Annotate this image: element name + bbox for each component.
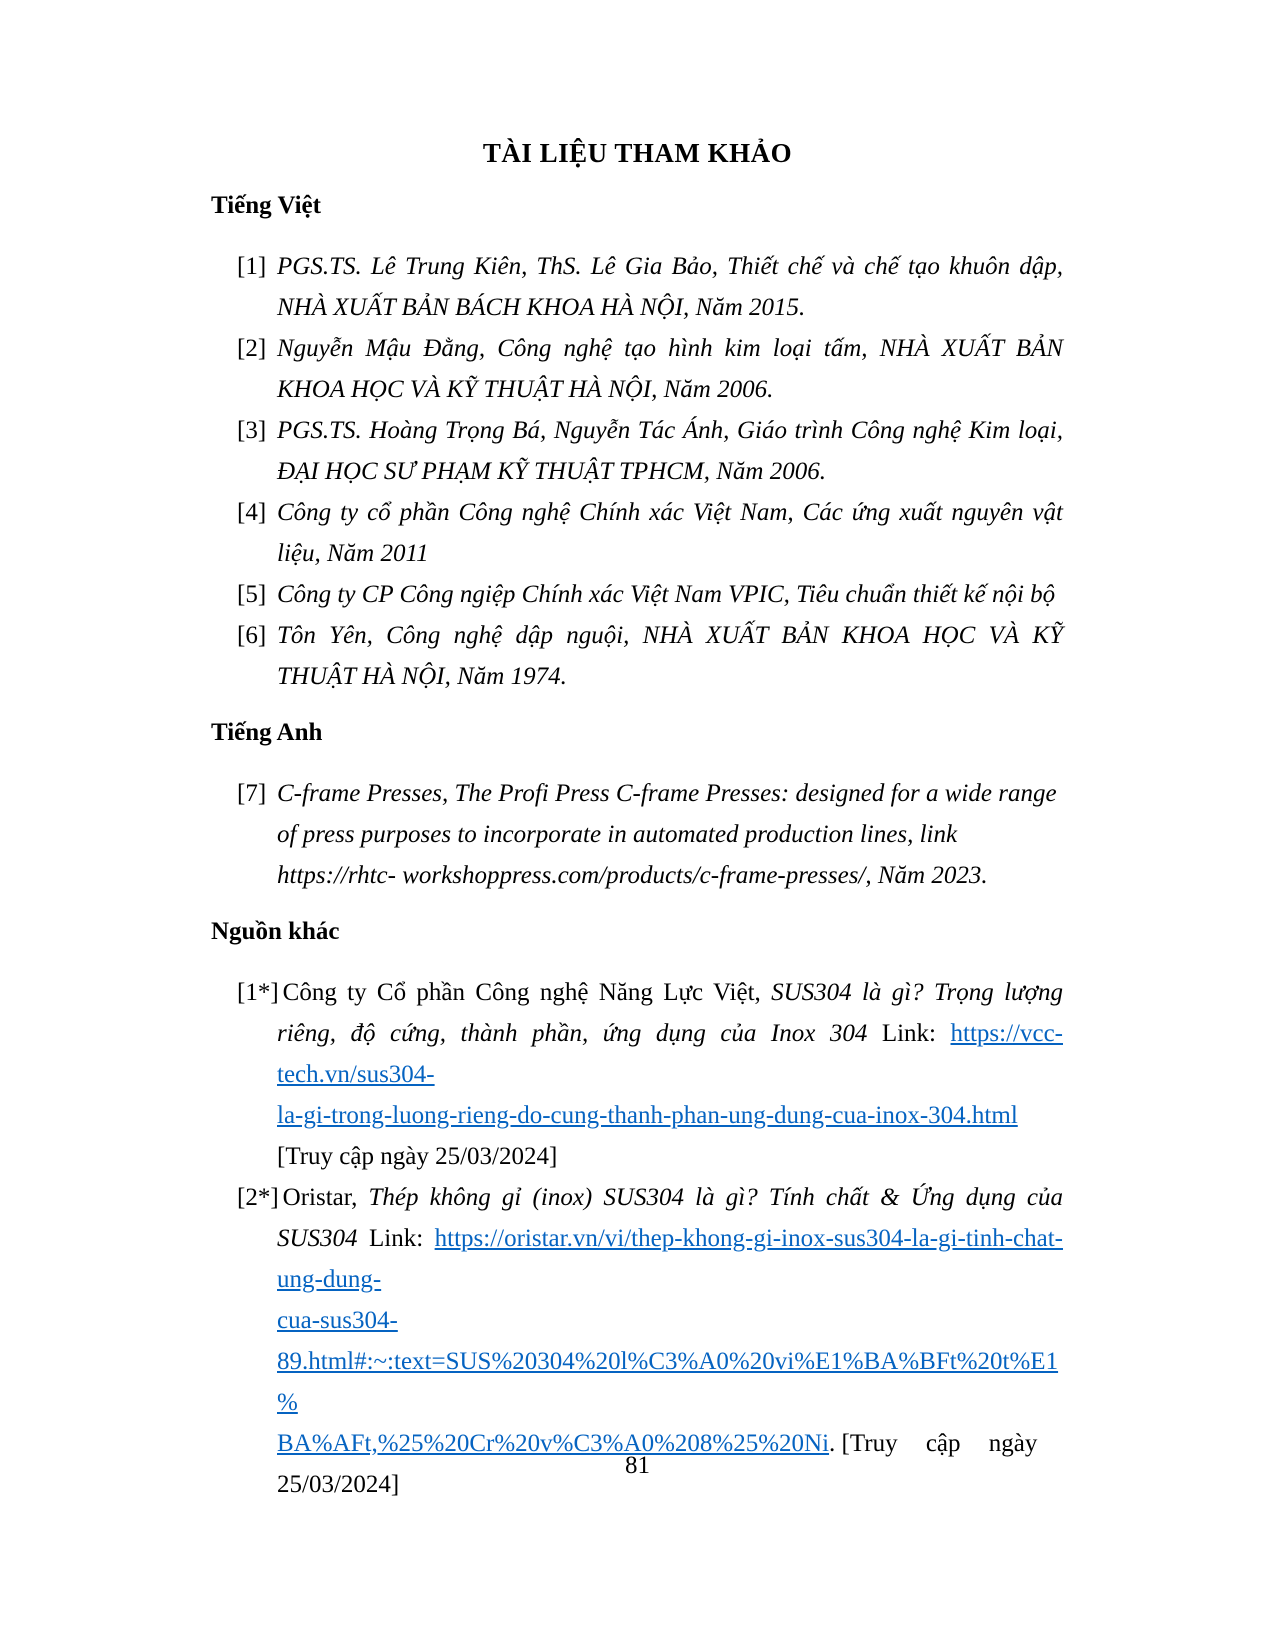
reference-title-text: https://rhtc- workshoppress.com/products/c-frame-presses/, Năm 2023.: [277, 862, 988, 889]
reference-label: [3]: [237, 417, 267, 444]
reference-label: [6]: [237, 622, 267, 649]
page-number: 81: [625, 1452, 650, 1479]
references-content: [0, 190, 1275, 1505]
section-heading-2: Nguồn khác: [211, 918, 340, 945]
reference-entry: [237, 972, 1063, 1177]
reference-label: [5]: [237, 581, 267, 608]
reference-link[interactable]: https://oristar.vn/vi/thep-khong-gi-inox-sus304-la-gi-tinh-chat-ung-dung-: [277, 1225, 1063, 1293]
reference-title-text: Nguyễn Mậu Đằng, Công nghệ tạo hình kim loại tấm, NHÀ XUẤT BẢN KHOA HỌC VÀ KỸ THUẬT HÀ NỘI, Năm 2006.: [277, 335, 1063, 403]
reference-entry: [237, 492, 1063, 574]
reference-label: [1]: [237, 253, 267, 280]
reference-label: [7]: [237, 780, 267, 807]
reference-entry: [237, 410, 1063, 492]
reference-title-text: Công ty cổ phần Công nghệ Chính xác Việt Nam, Các ứng xuất nguyên vật liệu, Năm 2011: [277, 499, 1063, 567]
reference-label: [4]: [237, 499, 267, 526]
reference-label: [2*]: [237, 1184, 279, 1211]
reference-entry: [237, 773, 1063, 896]
reference-link[interactable]: 89.html#:~:text=SUS%20304%20l%C3%A0%20vi%E1%BA%BFt%20t%E1%: [277, 1348, 1059, 1416]
reference-entry: [237, 328, 1063, 410]
reference-text: Oristar,: [282, 1184, 369, 1211]
reference-text: [Truy cập ngày: [841, 1430, 1038, 1457]
reference-title-text: SUS304 là gì? Trọng lượng riêng, độ cứng, thành phần, ứng dụng của Inox 304: [277, 979, 1063, 1047]
reference-label: [1*]: [237, 979, 279, 1006]
reference-title-text: of press purposes to incorporate in automated production lines, link: [277, 821, 958, 848]
reference-link[interactable]: https://vcc-tech.vn/sus304-: [277, 1020, 1063, 1088]
reference-text: Link:: [867, 1020, 951, 1047]
reference-title-text: PGS.TS. Hoàng Trọng Bá, Nguyễn Tác Ánh, Giáo trình Công nghệ Kim loại, ĐẠI HỌC SƯ PHẠM KỸ THUẬT TPHCM, Năm 2006.: [277, 417, 1063, 485]
reference-text: .: [829, 1430, 842, 1457]
reference-text: 25/03/2024]: [277, 1471, 400, 1498]
reference-label: [2]: [237, 335, 267, 362]
reference-text: [Truy cập ngày 25/03/2024]: [277, 1143, 558, 1170]
page-title: TÀI LIỆU THAM KHẢO: [482, 138, 793, 168]
reference-entry: [237, 246, 1063, 328]
reference-link[interactable]: la-gi-trong-luong-rieng-do-cung-thanh-phan-ung-dung-cua-inox-304.html: [277, 1102, 1018, 1129]
reference-entry: [237, 574, 1063, 615]
reference-text: Link:: [357, 1225, 435, 1252]
reference-text: Công ty Cổ phần Công nghệ Năng Lực Việt,: [282, 979, 772, 1006]
reference-entry: [237, 615, 1063, 697]
section-heading-0: Tiếng Việt: [211, 192, 321, 219]
reference-link[interactable]: BA%AFt,%25%20Cr%20v%C3%A0%208%25%20Ni: [277, 1430, 830, 1457]
reference-title-text: C-frame Presses, The Profi Press C-frame Presses: designed for a wide range: [277, 780, 1057, 807]
reference-title-text: PGS.TS. Lê Trung Kiên, ThS. Lê Gia Bảo, Thiết chế và chế tạo khuôn dập, NHÀ XUẤT BẢN BÁCH KHOA HÀ NỘI, Năm 2015.: [277, 253, 1063, 321]
reference-title-text: Thép không gỉ (inox) SUS304 là gì? Tính chất & Ứng dụng của SUS304: [277, 1184, 1063, 1252]
reference-title-text: Tôn Yên, Công nghệ dập nguội, NHÀ XUẤT BẢN KHOA HỌC VÀ KỸ THUẬT HÀ NỘI, Năm 1974.: [277, 622, 1063, 690]
reference-link[interactable]: cua-sus304-: [277, 1307, 398, 1334]
section-heading-1: Tiếng Anh: [211, 719, 323, 746]
reference-title-text: Công ty CP Công ngiệp Chính xác Việt Nam VPIC, Tiêu chuẩn thiết kế nội bộ: [277, 581, 1056, 608]
